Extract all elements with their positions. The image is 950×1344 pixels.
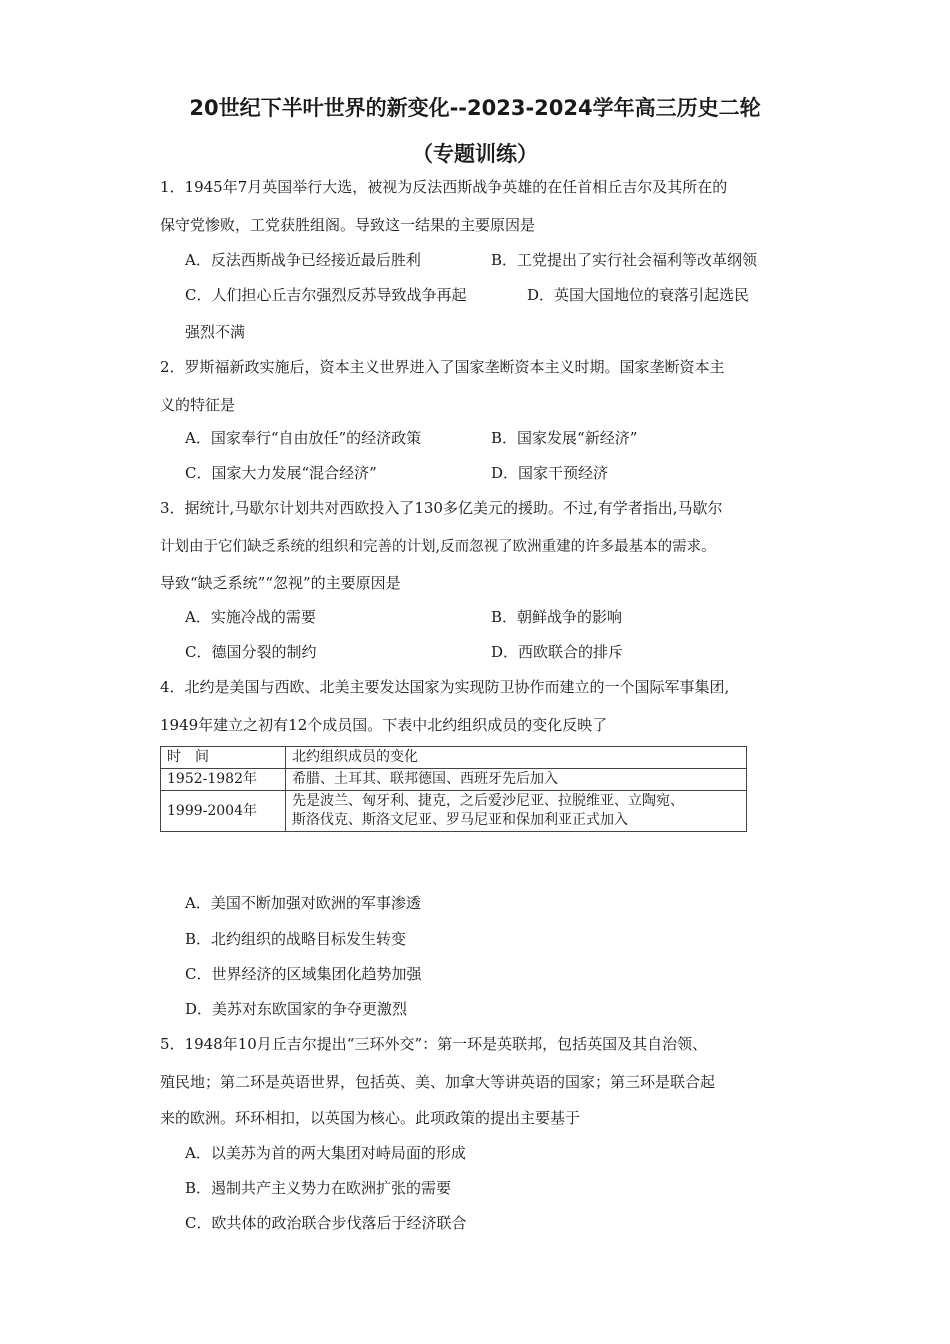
question-4-option-b: B．北约组织的战略目标发生转变: [185, 930, 407, 948]
table-header-cell: 北约组织成员的变化: [286, 747, 747, 769]
question-5-stem-line: 来的欧洲。环环相扣，以英国为核心。此项政策的提出主要基于: [160, 1109, 581, 1127]
question-2-option-c: C．国家大力发展“混合经济”: [185, 464, 377, 482]
table-row: [161, 791, 747, 832]
nato-membership-table: [160, 746, 747, 832]
table-cell-line: 先是波兰、匈牙利、捷克，之后爱沙尼亚、拉脱维亚、立陶宛、: [292, 793, 684, 809]
table-cell: [286, 791, 747, 832]
question-1-stem-line: 1．1945年7月英国举行大选，被视为反法西斯战争英雄的在任首相丘吉尔及其所在的: [160, 178, 728, 196]
table-header-row: [161, 747, 747, 769]
table-cell: 希腊、土耳其、联邦德国、西班牙先后加入: [286, 769, 747, 791]
question-2-stem-line: 2．罗斯福新政实施后，资本主义世界进入了国家垄断资本主义时期。国家垄断资本主: [160, 358, 725, 376]
question-1-stem-line: 保守党惨败，工党获胜组阁。导致这一结果的主要原因是: [160, 216, 536, 234]
question-3-option-c: C．德国分裂的制约: [185, 643, 317, 661]
question-5-option-c: C．欧共体的政治联合步伐落后于经济联合: [185, 1214, 467, 1232]
table-header-cell: 时 间: [161, 747, 286, 769]
question-4-stem-line: 4．北约是美国与西欧、北美主要发达国家为实现防卫协作而建立的一个国际军事集团,: [160, 678, 730, 696]
question-1-option-d: D．英国大国地位的衰落引起选民: [527, 286, 750, 304]
document-title: 20世纪下半叶世界的新变化--2023-2024学年高三历史二轮: [189, 96, 761, 120]
question-1-option-c: C．人们担心丘吉尔强烈反苏导致战争再起: [185, 286, 467, 304]
question-2-stem-line: 义的特征是: [160, 396, 236, 414]
question-3-stem-line: 计划由于它们缺乏系统的组织和完善的计划,反而忽视了欧洲重建的许多最基本的需求。: [160, 539, 716, 555]
question-2-option-a: A．国家奉行“自由放任”的经济政策: [185, 429, 422, 447]
question-1-option-b: B．工党提出了实行社会福利等改革纲领: [491, 251, 758, 269]
question-2-option-b: B．国家发展“新经济”: [491, 429, 638, 447]
question-4-option-a: A．美国不断加强对欧洲的军事渗透: [185, 894, 421, 912]
question-1-option-d-continued: 强烈不满: [185, 323, 246, 341]
table-row: [161, 769, 747, 791]
question-3-option-b: B．朝鲜战争的影响: [491, 608, 623, 626]
table-cell: 1999-2004年: [161, 791, 286, 832]
table-cell-line: 斯洛伐克、斯洛文尼亚、罗马尼亚和保加利亚正式加入: [292, 812, 628, 828]
question-5-option-a: A．以美苏为首的两大集团对峙局面的形成: [185, 1144, 466, 1162]
document-subtitle: （专题训练）: [412, 142, 538, 166]
question-2-option-d: D．国家干预经济: [491, 464, 609, 482]
question-4-stem-line: 1949年建立之初有12个成员国。下表中北约组织成员的变化反映了: [160, 716, 608, 734]
table-cell: 1952-1982年: [161, 769, 286, 791]
question-4-option-d: D．美苏对东欧国家的争夺更激烈: [185, 1000, 408, 1018]
question-5-stem-line: 殖民地；第二环是英语世界，包括英、美、加拿大等讲英语的国家；第三环是联合起: [160, 1073, 716, 1091]
question-5-stem-line: 5．1948年10月丘吉尔提出“三环外交”：第一环是英联邦，包括英国及其自治领、: [160, 1035, 708, 1053]
question-1-option-a: A．反法西斯战争已经接近最后胜利: [185, 251, 421, 269]
question-3-stem-line: 导致“缺乏系统”“忽视”的主要原因是: [160, 574, 401, 592]
question-4-option-c: C．世界经济的区域集团化趋势加强: [185, 965, 422, 983]
question-3-option-a: A．实施冷战的需要: [185, 608, 316, 626]
question-5-option-b: B．遏制共产主义势力在欧洲扩张的需要: [185, 1179, 452, 1197]
question-3-stem-line: 3．据统计,马歇尔计划共对西欧投入了130多亿美元的援助。不过,有学者指出,马歇尔: [160, 499, 723, 517]
question-3-option-d: D．西欧联合的排斥: [491, 643, 624, 661]
